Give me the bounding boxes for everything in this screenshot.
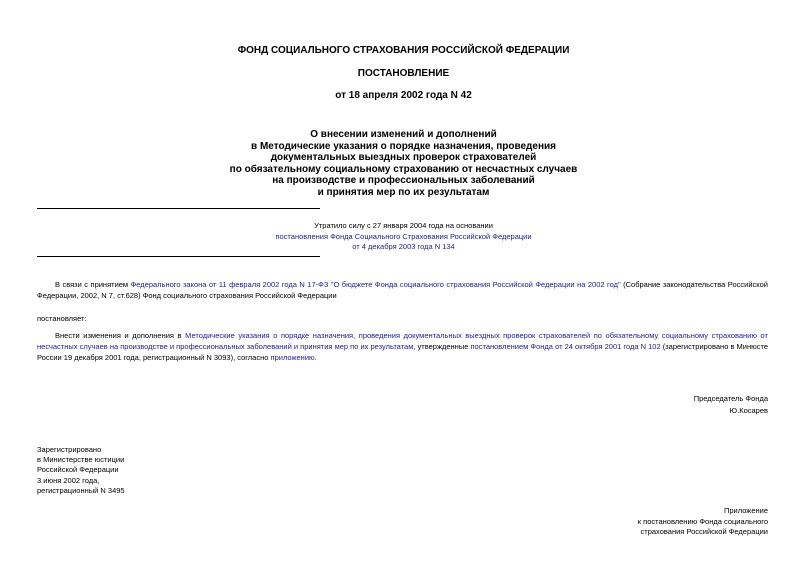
bottom-divider bbox=[37, 256, 320, 257]
preamble-text: (Собрание законодательства Российской Федерации, 2002, N 7, ст.628) Фонд социального страхования Российской Федерации bbox=[37, 280, 768, 300]
federal-law-link[interactable]: Федерального закона от 11 февраля 2002 года N 17-ФЗ "О бюджете Фонда социального страхования Российской Федерации на 2002 год" bbox=[130, 280, 621, 289]
document-type-heading: ПОСТАНОВЛЕНИЕ bbox=[357, 68, 450, 79]
main-clause-paragraph bbox=[37, 330, 768, 363]
top-divider bbox=[37, 208, 320, 209]
lost-force-note bbox=[200, 221, 607, 253]
preamble-paragraph bbox=[37, 279, 768, 301]
appendix-line: Приложение bbox=[724, 506, 768, 515]
appendix-heading bbox=[638, 506, 768, 538]
lost-force-link-line2[interactable]: от 4 декабря 2003 года N 134 bbox=[352, 242, 455, 251]
methodical-instructions-link[interactable]: Методические указания о порядке назначения, проведения документальных выездных проверок страхователей по обязательному социальному страхованию от несчастных случаев на производстве и профессиональных заболеваний и принятия мер по их результатам bbox=[37, 331, 768, 351]
main-clause-text: , утвержденные bbox=[413, 342, 471, 351]
document-title bbox=[200, 129, 607, 198]
signer-position: Председатель Фонда bbox=[693, 394, 768, 403]
preamble-text: В связи с принятием bbox=[55, 280, 131, 289]
lost-force-text: Утратило силу с 27 января 2004 года на основании bbox=[314, 221, 493, 230]
resolution-102-link[interactable]: постановлением Фонда от 24 октября 2001 года N 102 bbox=[470, 342, 661, 351]
appendix-link[interactable]: приложению bbox=[270, 353, 315, 362]
main-clause-text: Внести изменения и дополнения в bbox=[55, 331, 186, 340]
main-clause-text: . bbox=[314, 353, 317, 362]
title-line: в Методические указания о порядке назначения, проведения bbox=[251, 140, 556, 152]
title-line: и принятия мер по их результатам bbox=[317, 186, 490, 198]
registration-line: Российской Федерации bbox=[37, 465, 119, 475]
registration-line: регистрационный N 3495 bbox=[37, 485, 125, 495]
title-line: документальных выездных проверок страхователей bbox=[270, 152, 537, 163]
resolves-text: постановляет: bbox=[37, 314, 87, 323]
title-line: по обязательному социальному страхованию от несчастных случаев bbox=[229, 163, 578, 175]
registration-block bbox=[37, 445, 125, 496]
signature-block bbox=[694, 393, 768, 416]
main-clause-text: (зарегистрировано в Минюсте России 19 декабря 2001 года, регистрационный N 3093), согласно bbox=[37, 342, 769, 362]
document-date-number: от 18 апреля 2002 года N 42 bbox=[335, 90, 472, 101]
title-line: О внесении изменений и дополнений bbox=[310, 129, 497, 140]
appendix-line: страхования Российской Федерации bbox=[640, 527, 768, 536]
registration-line: в Министерстве юстиции bbox=[37, 455, 125, 465]
organization-heading: ФОНД СОЦИАЛЬНОГО СТРАХОВАНИЯ РОССИЙСКОЙ ФЕДЕРАЦИИ bbox=[237, 45, 570, 56]
appendix-line: к постановлению Фонда социального bbox=[637, 516, 768, 526]
lost-force-link-line1[interactable]: постановления Фонда Социального Страхования Российской Федерации bbox=[275, 231, 532, 241]
signer-name: Ю.Косарев bbox=[729, 405, 768, 415]
registration-line: Зарегистрировано bbox=[37, 445, 102, 454]
title-line: на производстве и профессиональных заболеваний bbox=[272, 175, 535, 186]
registration-line: 3 июня 2002 года, bbox=[37, 475, 100, 485]
